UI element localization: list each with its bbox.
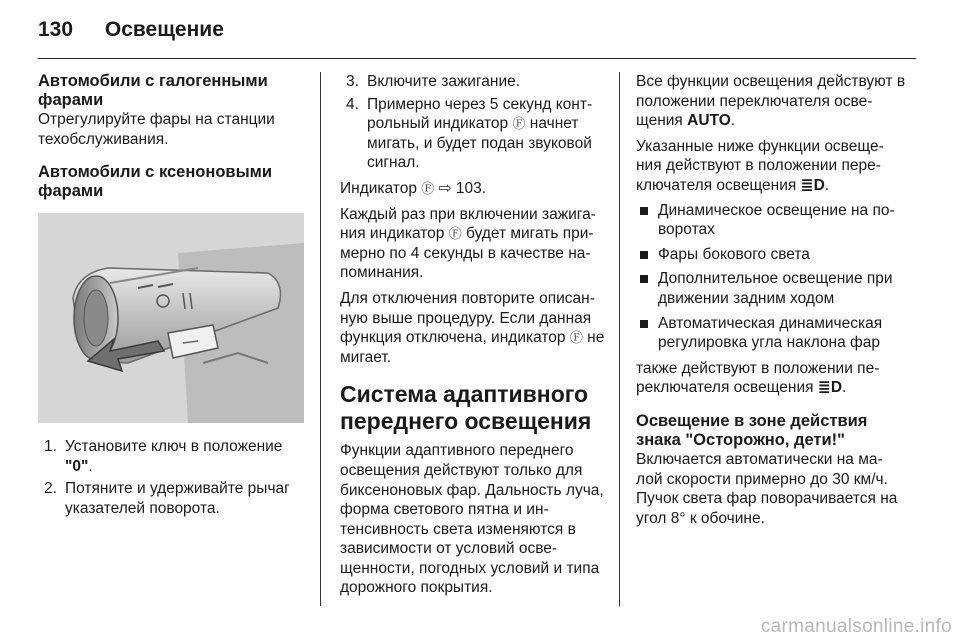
bullet-text: Динамическое освещение на по-воротах (658, 201, 895, 239)
low-beam-icon: ≣D (800, 176, 825, 194)
bullet-icon (640, 320, 648, 328)
header-rule (38, 58, 916, 59)
bullet-text: Фары бокового света (658, 245, 810, 263)
text-run: будет мигать при-мерно по 4 секунды в качестве на-поминания. (340, 225, 594, 282)
bullet-text: Дополнительное освещение при движении задним ходом (658, 270, 893, 307)
functions-list (636, 201, 908, 353)
text-run: Все функции освещения действуют в положении переключателя осве-щения (636, 73, 906, 130)
page-header (38, 18, 224, 42)
text-run: Каждый раз при включении зажига-ния индикатор (340, 205, 596, 243)
step-text: Примерно через 5 секунд конт-рольный индикатор (367, 95, 593, 133)
heading-xenon: Автомобили с ксеноновыми фарами (38, 163, 273, 201)
paragraph-adaptive: Функции адаптивного переднего освещения действуют только для биксеноновых фар. Дальность луча, форма светового пятна и ин-тенсивность света изменяются в зависимости от условий осве-щенности, погодных условий и типа дорожного покрытия. (340, 442, 604, 597)
watermark: carmanualsonline.info (760, 616, 952, 637)
step-text-end: . (88, 457, 93, 475)
paragraph-also (636, 359, 908, 398)
step-text-end: начнет мигать, и будет подан звуковой сигнал. (367, 115, 592, 172)
step-number: 1. (44, 438, 57, 456)
text-run: . (730, 112, 736, 130)
list-item (636, 314, 908, 353)
headlight-indicator-icon: Ⓕ (569, 330, 583, 346)
list-item (38, 437, 306, 476)
headlight-indicator-icon: Ⓕ (448, 226, 462, 242)
turn-signal-lever-figure (38, 213, 304, 423)
heading-children-zone: Освещение в зоне действия знака "Осторожно, дети!" (636, 411, 868, 449)
column-divider-1 (320, 72, 321, 606)
heading-adaptive-lighting: Система адаптивного переднего освещения (340, 381, 592, 435)
step-number: 3. (346, 73, 359, 90)
step-text: Потяните и удерживайте рычаг указателей поворота. (65, 480, 290, 517)
paragraph-halogen: Отрегулируйте фары на станции техобслуживания. (38, 111, 275, 148)
step-text: Установите ключ в положение (65, 438, 283, 456)
step-number: 4. (346, 95, 359, 113)
column-3 (636, 72, 908, 528)
text-run: Указанные ниже функции освеще-ния действуют в положении пере-ключателя освещения (636, 137, 884, 194)
bullet-icon (640, 251, 648, 259)
paragraph-lowbeam (636, 137, 908, 196)
headlight-indicator-icon: Ⓕ (421, 180, 435, 196)
column-1 (38, 72, 306, 522)
paragraph-auto (636, 72, 908, 131)
text-run: также действуют в положении пе-реключателя освещения (636, 359, 880, 397)
auto-label: AUTO (687, 112, 731, 130)
page-number: 130 (38, 18, 74, 41)
paragraph-children-zone: Включается автоматически на ма-лой скорости примерно до 30 км/ч. Пучок света фар поворачивается на угол 8° к обочине. (636, 450, 898, 527)
steps-list-2 (340, 72, 608, 173)
step-number: 2. (44, 480, 57, 498)
text-run: Для отключения повторите описан-ную выше процедуру. Если данная функция отключена, индикатор (340, 289, 595, 347)
low-beam-icon: ≣D (817, 379, 843, 397)
bullet-icon (640, 207, 648, 215)
text-run: . (842, 379, 847, 397)
bullet-text: Автоматическая динамическая регулировка угла наклона фар (658, 314, 883, 352)
page-reference-link[interactable]: ⇨ 103. (434, 179, 487, 197)
paragraph-disable (340, 289, 608, 367)
text-run: . (824, 176, 830, 194)
column-divider-2 (619, 72, 620, 606)
list-item (636, 245, 908, 265)
list-item (636, 201, 908, 240)
key-position: "0" (65, 457, 89, 475)
section-title: Освещение (104, 18, 224, 41)
step-text: Включите зажигание. (367, 73, 521, 90)
text-run: не мигает. (340, 329, 605, 366)
bullet-icon (640, 275, 648, 283)
list-item (340, 95, 608, 173)
lever-illustration (38, 213, 304, 423)
heading-halogen: Автомобили с галогенными фарами (38, 72, 268, 109)
steps-list-1 (38, 437, 306, 518)
headlight-indicator-icon: Ⓕ (512, 116, 526, 132)
list-item (636, 269, 908, 308)
list-item (340, 72, 608, 92)
column-2 (340, 72, 608, 598)
paragraph-ignition (340, 205, 608, 283)
indicator-label: Индикатор (340, 179, 422, 197)
paragraph-indicator-ref (340, 179, 608, 199)
list-item (38, 479, 306, 518)
